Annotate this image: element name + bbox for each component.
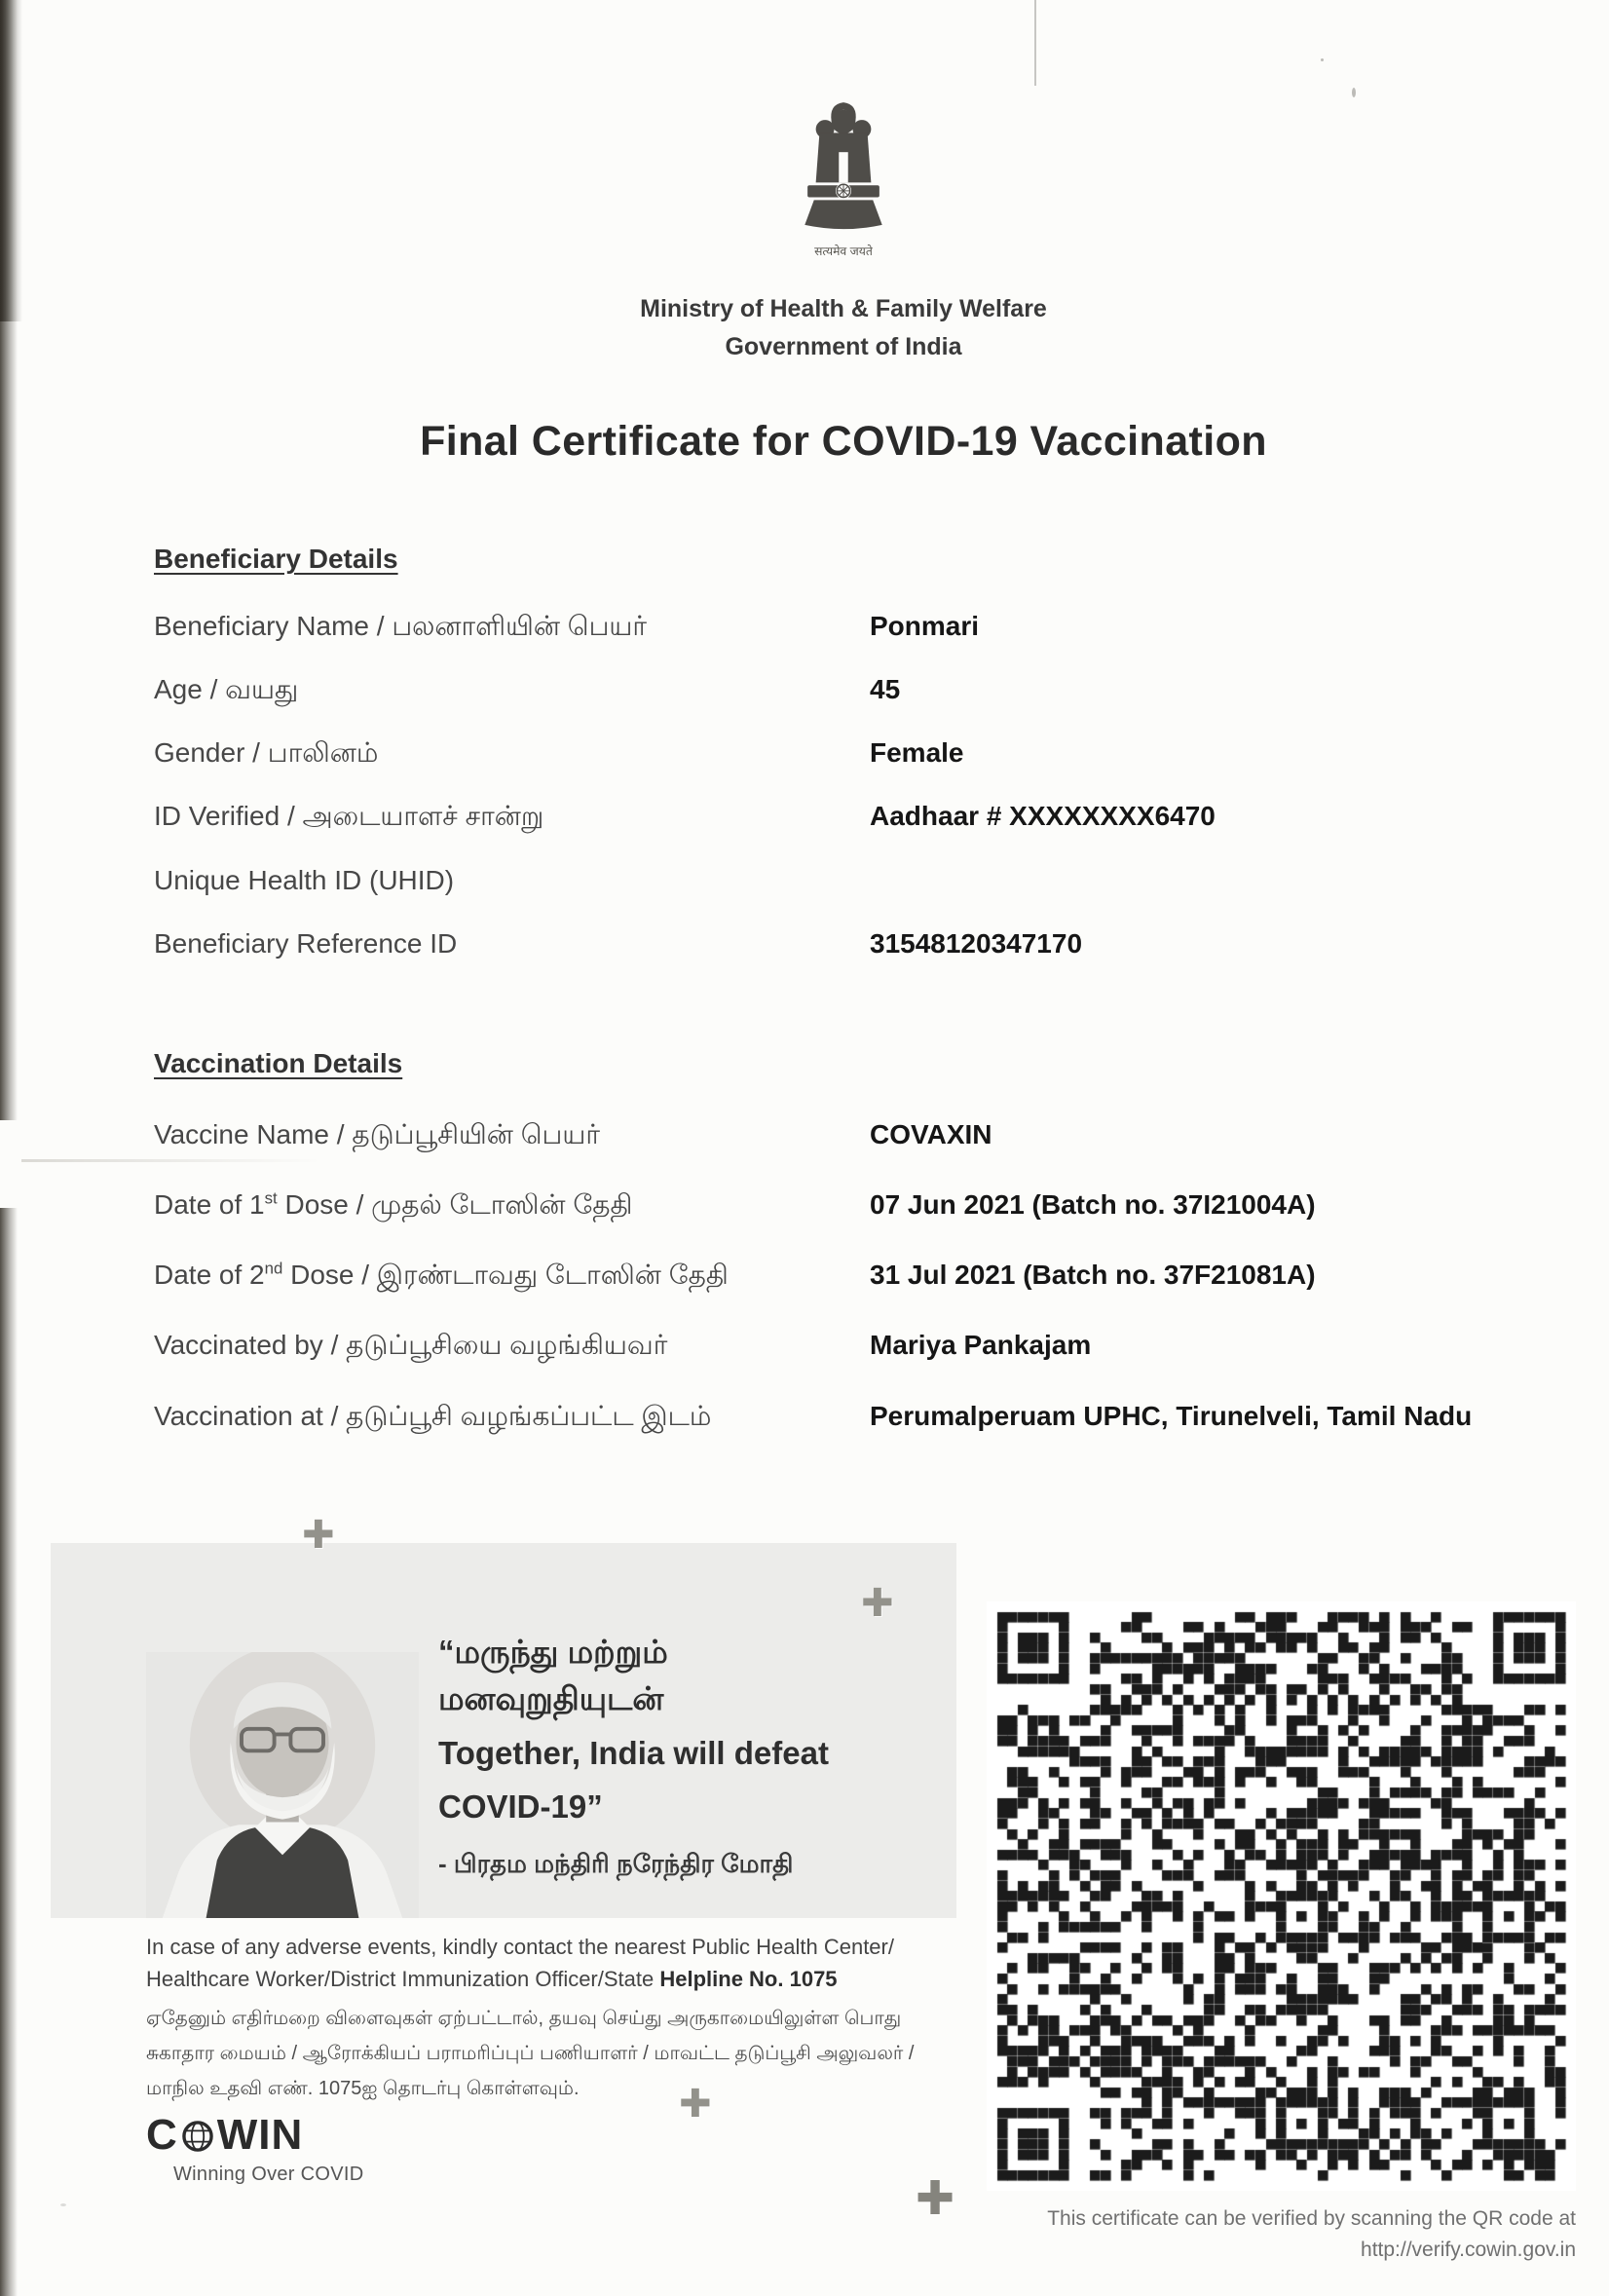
qr-code [987,1601,1576,2191]
field-row-vaccination-at [154,1400,1580,1433]
field-row-uhid [154,864,1580,897]
field-label: Unique Health ID (UHID) [154,864,455,895]
field-value: 07 Jun 2021 (Batch no. 37I21004A) [870,1189,1316,1221]
field-row-id-verified [154,800,1580,833]
field-label: Gender / பாலினம் [154,737,379,769]
qr-code-canvas [987,1601,1576,2191]
verify-line1: This certificate can be verified by scanning the QR code at [1047,2206,1576,2230]
field-label [154,1188,870,1222]
label-text: Date of 1 [154,1189,265,1221]
field-label: Beneficiary Name / பலனாளியின் பெயர் [154,611,648,641]
quote-english-line2: COVID-19” [438,1788,603,1825]
helpline-number: Helpline No. 1075 [659,1966,838,1991]
pm-quote [438,1629,829,1882]
label-text: Dose / இரண்டாவது டோஸின் தேதி [282,1260,729,1291]
field-row-beneficiary-name [154,610,1580,643]
cowin-tagline: Winning Over COVID [173,2163,364,2185]
field-row-dose2-date [154,1259,1580,1292]
government-line: Government of India [725,333,962,360]
quote-english-line1: Together, India will defeat [438,1735,829,1772]
field-row-reference-id [154,927,1580,960]
certificate-header [39,0,1609,363]
field-value: Ponmari [870,611,980,641]
field-label: Vaccine Name / தடுப்பூசியின் பெயர் [154,1118,600,1149]
vaccination-section-heading: Vaccination Details [154,1047,403,1078]
registration-cross-icon: ✚ [861,1581,894,1625]
label-text: Date of 2 [154,1260,265,1291]
cowin-logo-win: WIN [216,2110,304,2159]
registration-cross-icon: ✚ [916,2172,955,2225]
adverse-line2: Healthcare Worker/District Immunization Officer/State [146,1966,660,1991]
cowin-logo [146,2111,363,2186]
field-value: 31548120347170 [870,927,1083,959]
quote-tamil-line2: மனவுறுதியுடன் [438,1679,664,1716]
scan-edge-tear [0,1120,21,1208]
label-text: Dose / முதல் டோஸின் தேதி [277,1189,633,1221]
field-value: Aadhaar # XXXXXXXX6470 [870,801,1216,832]
label-superscript: st [264,1188,278,1208]
field-row-vaccinated-by [154,1329,1580,1362]
field-label: ID Verified / அடையாளச் சான்று [154,801,544,832]
field-row-gender [154,736,1580,770]
pm-modi-photo [146,1652,419,1918]
cowin-logo-c: C [146,2110,178,2159]
field-label: Vaccinated by / தடுப்பூசியை வழங்கியவர் [154,1330,668,1361]
certificate-title: Final Certificate for COVID-19 Vaccination [420,418,1267,465]
field-value: COVAXIN [870,1118,992,1149]
ministry-line: Ministry of Health & Family Welfare [640,295,1047,322]
india-national-emblem-icon [793,95,894,282]
registration-cross-icon: ✚ [302,1513,335,1557]
verify-note [1047,2203,1576,2267]
label-superscript: nd [264,1259,283,1278]
adverse-events-note-tamil: ஏதேனும் எதிர்மறை விளைவுகள் ஏற்பட்டால், தயவு செய்து அருகாமையிலுள்ள பொது சுகாதார மையம் / ஆரோக்கியப் பராமரிப்புப் பணியாளர் / மாவட்ட தடுப்பூசி அலுவலர் / மாநில உதவி எண். 1075ஐ தொடர்பு கொள்ளவும். [146,2007,915,2099]
registration-cross-icon: ✚ [679,2082,712,2126]
scan-fold-line [0,1159,321,1162]
verify-url: http://verify.cowin.gov.in [1361,2239,1576,2262]
field-label: Age / வயது [154,674,299,705]
quote-tamil-line1: “மருந்து மற்றும் [438,1633,668,1670]
field-value: 31 Jul 2021 (Batch no. 37F21081A) [870,1260,1316,1291]
scan-edge-shadow-top [0,0,22,321]
field-row-age [154,673,1580,706]
field-value: Female [870,737,964,769]
field-label [154,1259,870,1292]
field-label: Beneficiary Reference ID [154,927,458,959]
field-value: Perumalperuam UPHC, Tirunelveli, Tamil Nadu [870,1400,1473,1431]
beneficiary-section-heading: Beneficiary Details [154,544,398,574]
emblem-motto: सत्यमेव जयते [814,245,873,259]
adverse-line1: In case of any adverse events, kindly contact the nearest Public Health Center/ [146,1934,894,1959]
field-label: Vaccination at / தடுப்பூசி வழங்கப்பட்ட இடம் [154,1400,712,1431]
adverse-events-note [146,1931,894,1995]
field-row-dose1-date [154,1188,1580,1222]
field-row-vaccine-name [154,1118,1580,1151]
field-value: Mariya Pankajam [870,1330,1092,1361]
certificate-body [0,466,1609,1433]
field-value: 45 [870,674,901,705]
quote-attribution: - பிரதம மந்திரி நரேந்திர மோதி [438,1848,794,1878]
cowin-globe-icon [180,2119,215,2154]
footer-banner [51,1513,1586,2283]
